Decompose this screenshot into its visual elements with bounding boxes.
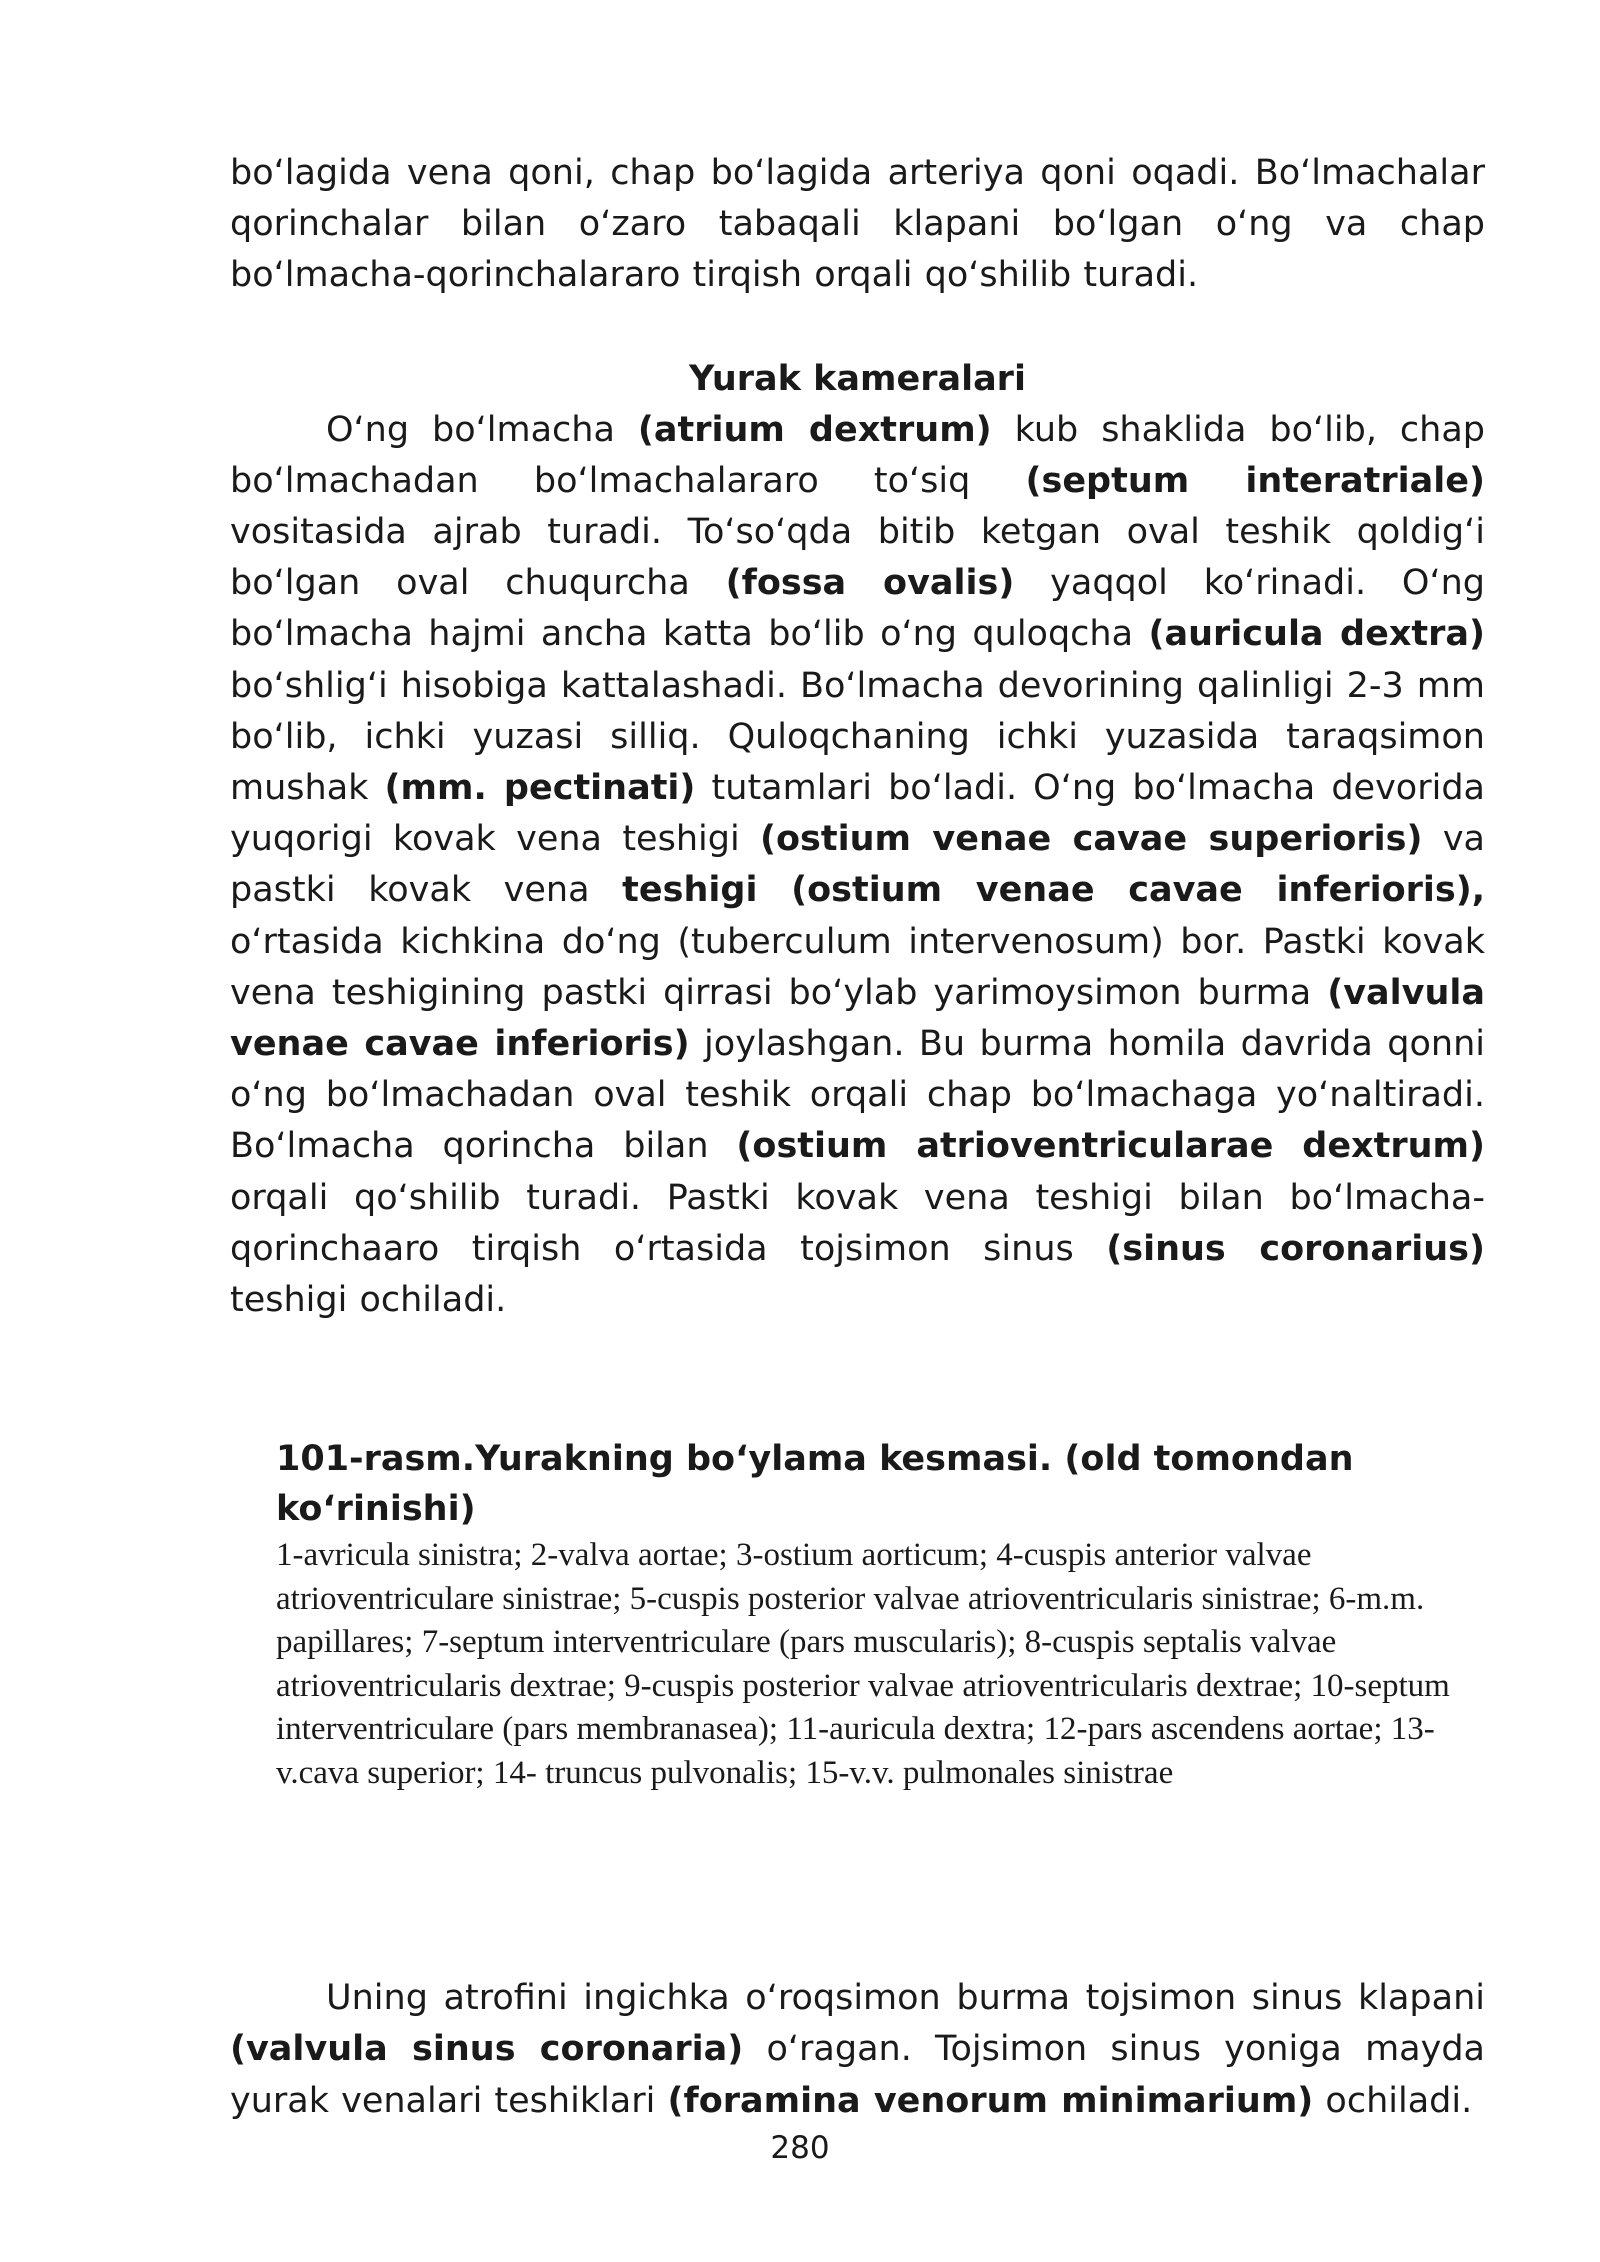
- latin-term: (sinus coronarius): [1106, 1228, 1485, 1269]
- latin-term: (valvula venae cavae inferioris): [230, 972, 1485, 1065]
- text-span: tutamlari boʻladi. Oʻng boʻlmacha devorida yuqorigi kovak vena teshigi: [230, 768, 1485, 860]
- sinus-paragraph: [230, 1973, 1485, 2127]
- latin-term: (valvula sinus coronaria): [230, 2029, 744, 2070]
- page-number: 280: [770, 2130, 830, 2166]
- figure-caption: [276, 1434, 1486, 1795]
- latin-term: (ostium venae cavae superioris): [760, 819, 1423, 860]
- latin-term: (ostium atrioventricularae dextrum): [736, 1126, 1486, 1167]
- figure-caption-legend: 1-avricula sinistra; 2-valva aortae; 3-ostium aorticum; 4-cuspis anterior valvae atrioventriculare sinistrae; 5-cuspis posterior valvae atrioventricularis sinistrae; 6-m.m. papillares; 7-septum interventriculare (pars muscularis); 8-cuspis septalis valvae atrioventricularis dextrae; 9-cuspis posterior valvae atrioventricularis dextrae; 10-septum interventriculare (pars membranasea); 11-auricula dextra; 12-pars ascendens aortae; 13-v.cava superior; 14- truncus pulvonalis; 15-v.v. pulmonales sinistrae: [276, 1537, 1450, 1791]
- latin-term: (atrium dextrum): [637, 409, 992, 450]
- figure-caption-title: 101-rasm.Yurakning boʻylama kesmasi. (old tomondan koʻrinishi): [276, 1439, 1354, 1530]
- latin-term: (mm. pectinati): [384, 768, 696, 809]
- text-span: orqali qoʻshilib turadi. Pastki kovak vena teshigi bilan boʻlmacha-qorinchaaro tirqish oʻrtasida tojsimon sinus: [230, 1177, 1485, 1269]
- text-span: kub shaklida boʻlib, chap boʻlmachadan boʻlmachalararo toʻsiq: [230, 409, 1485, 501]
- intro-text: boʻlagida vena qoni, chap boʻlagida arteriya qoni oqadi. Boʻlmachalar qorinchalar bilan oʻzaro tabaqali klapani boʻlgan oʻng va chap boʻlmacha-qorinchalararo tirqish orqali qoʻshilib turadi.: [230, 153, 1485, 296]
- latin-term: (auricula dextra): [1148, 614, 1486, 655]
- section-title: Yurak kameralari: [689, 358, 1026, 399]
- text-span: joylashgan. Bu burma homila davrida qonni oʻng boʻlmachadan oval teshik orqali chap boʻlmachaga yoʻnaltiradi. Boʻlmacha qorincha bilan: [230, 1024, 1485, 1167]
- text-span: ochiladi.: [1313, 2080, 1473, 2121]
- text-span: yaqqol koʻrinadi. Oʻng boʻlmacha hajmi ancha katta boʻlib oʻng quloqcha: [230, 563, 1485, 655]
- latin-term: (fossa ovalis): [725, 563, 1015, 604]
- text-span: boʻshligʻi hisobiga kattalashadi. Boʻlmacha devorining qalinligi 2-3 mm boʻlib, ichki yuzasi silliq. Quloqchaning ichki yuzasida taraqsimon mushak: [230, 665, 1485, 809]
- chambers-paragraph: [230, 405, 1485, 1327]
- text-span: Uning atrofini ingichka oʻroqsimon burma tojsimon sinus klapani: [326, 1978, 1485, 2019]
- text-span: Oʻng boʻlmacha: [326, 409, 638, 450]
- latin-term: teshigi (ostium venae cavae inferioris),: [622, 870, 1486, 911]
- text-span: va pastki kovak vena: [230, 819, 1485, 911]
- page-content: [230, 148, 1485, 2127]
- latin-term: (foramina venorum minimarium): [667, 2080, 1314, 2121]
- text-span: oʻragan. Tojsimon sinus yoniga mayda yurak venalari teshiklari: [230, 2029, 1485, 2121]
- text-span: teshigi ochiladi.: [230, 1280, 507, 1321]
- latin-term: (septum interatriale): [1025, 460, 1485, 501]
- text-span: vositasida ajrab turadi. Toʻsoʻqda bitib ketgan oval teshik qoldigʻi boʻlgan oval chuqurcha: [230, 512, 1485, 604]
- text-span: oʻrtasida kichkina doʻng (tuberculum intervenosum) bor. Pastki kovak vena teshigining pastki qirrasi boʻylab yarimoysimon burma: [230, 921, 1485, 1013]
- intro-paragraph: [230, 148, 1485, 302]
